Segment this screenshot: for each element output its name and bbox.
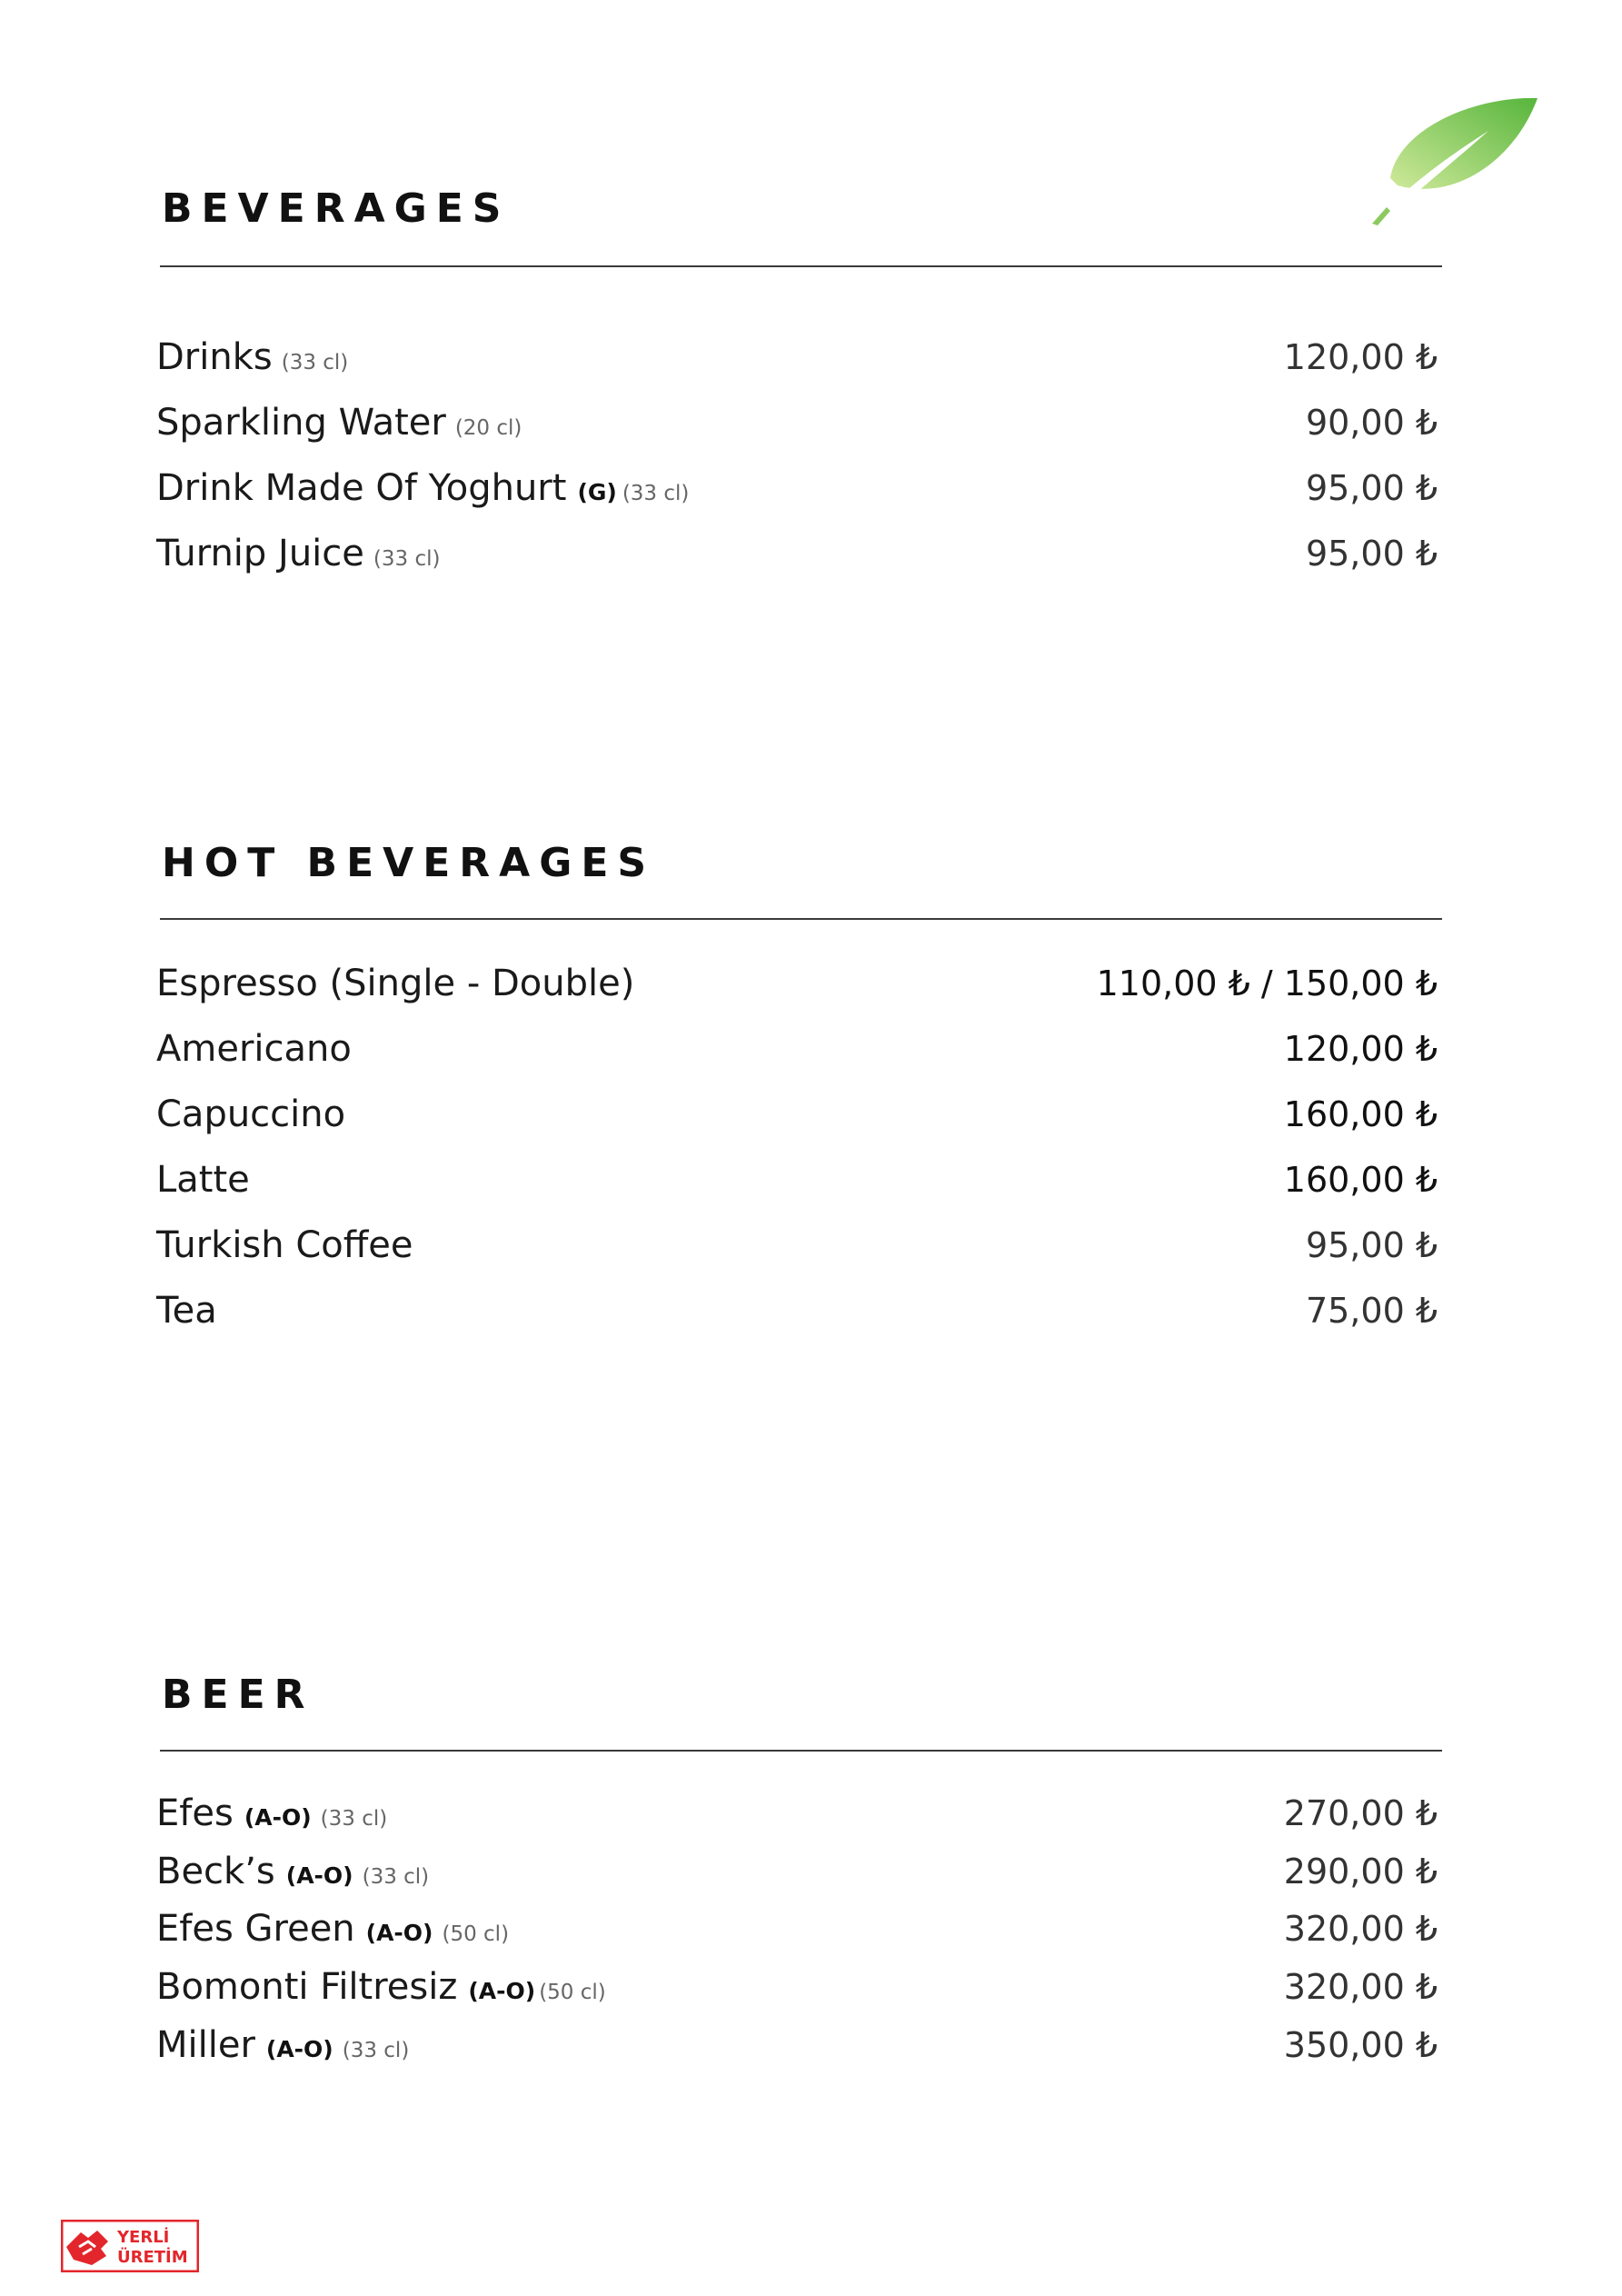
section-divider	[160, 918, 1442, 920]
item-name: Efes	[156, 1792, 234, 1834]
item-price: 160,00 ₺	[1283, 1094, 1438, 1134]
menu-item	[156, 1218, 1438, 1273]
item-price: 290,00 ₺	[1283, 1852, 1438, 1892]
item-volume: (33 cl)	[281, 351, 349, 374]
menu-item	[156, 1283, 1438, 1338]
item-tag: (A-O)	[365, 1920, 433, 1946]
menu-item	[156, 330, 1438, 384]
item-price: 95,00 ₺	[1305, 1225, 1438, 1265]
item-tag: (G)	[577, 479, 617, 505]
item-volume: (33 cl)	[362, 1865, 430, 1889]
item-price: 320,00 ₺	[1283, 1967, 1438, 2007]
item-price: 120,00 ₺	[1283, 337, 1438, 377]
item-volume: (33 cl)	[320, 1807, 388, 1831]
menu-item	[156, 1022, 1438, 1076]
menu-item	[156, 1087, 1438, 1142]
item-name: Efes Green	[156, 1908, 355, 1950]
section-title-beverages: BEVERAGES	[162, 185, 511, 232]
section-title-hot-beverages: HOT BEVERAGES	[162, 840, 656, 886]
badge-line-2: ÜRETİM	[117, 2248, 188, 2267]
item-tag: (A-O)	[244, 1804, 312, 1831]
menu-item	[156, 1902, 1438, 1956]
menu-item	[156, 1153, 1438, 1207]
item-name: Sparkling Water	[156, 402, 446, 444]
menu-item	[156, 1960, 1438, 2014]
item-price: 95,00 ₺	[1305, 468, 1438, 508]
item-name: Americano	[156, 1028, 352, 1070]
item-price: 270,00 ₺	[1283, 1793, 1438, 1833]
item-volume: (33 cl)	[373, 547, 441, 571]
item-name: Espresso (Single - Double)	[156, 963, 635, 1004]
item-name: Turkish Coffee	[156, 1224, 413, 1266]
menu-item	[156, 526, 1438, 581]
item-name: Miller	[156, 2024, 255, 2066]
section-divider	[160, 1750, 1442, 1752]
item-volume: (50 cl)	[442, 1922, 510, 1946]
section-title-beer: BEER	[162, 1672, 314, 1718]
item-volume: (33 cl)	[342, 2039, 410, 2062]
item-name: Bomonti Filtresiz	[156, 1966, 458, 2008]
menu-item	[156, 2018, 1438, 2072]
item-price: 95,00 ₺	[1305, 534, 1438, 574]
item-price: 75,00 ₺	[1305, 1291, 1438, 1331]
item-volume: (50 cl)	[539, 1981, 606, 2004]
item-tag: (A-O)	[468, 1978, 536, 2004]
item-price: 350,00 ₺	[1283, 2025, 1438, 2065]
item-name: Latte	[156, 1159, 250, 1201]
item-name: Capuccino	[156, 1093, 346, 1135]
badge-line-1: YERLİ	[117, 2228, 170, 2247]
item-tag: (A-O)	[265, 2036, 333, 2062]
item-tag: (A-O)	[285, 1862, 353, 1889]
item-name: Turnip Juice	[156, 533, 364, 574]
menu-item	[156, 395, 1438, 450]
menu-item	[156, 956, 1438, 1011]
item-name: Beck’s	[156, 1851, 275, 1892]
item-name: Drinks	[156, 336, 273, 378]
item-volume: (33 cl)	[622, 482, 690, 505]
item-price: 120,00 ₺	[1283, 1029, 1438, 1069]
item-volume: (20 cl)	[454, 416, 522, 440]
menu-item	[156, 1786, 1438, 1841]
menu-item	[156, 1844, 1438, 1899]
item-price: 160,00 ₺	[1283, 1160, 1438, 1200]
menu-item	[156, 461, 1438, 515]
yerli-uretim-badge	[61, 2220, 199, 2272]
item-name: Tea	[156, 1290, 217, 1332]
item-name: Drink Made Of Yoghurt	[156, 467, 567, 509]
item-price: 320,00 ₺	[1283, 1909, 1438, 1949]
leaf-icon	[1370, 95, 1539, 227]
section-divider	[160, 265, 1442, 267]
item-price: 110,00 ₺ / 150,00 ₺	[1096, 963, 1438, 1003]
item-price: 90,00 ₺	[1305, 403, 1438, 443]
